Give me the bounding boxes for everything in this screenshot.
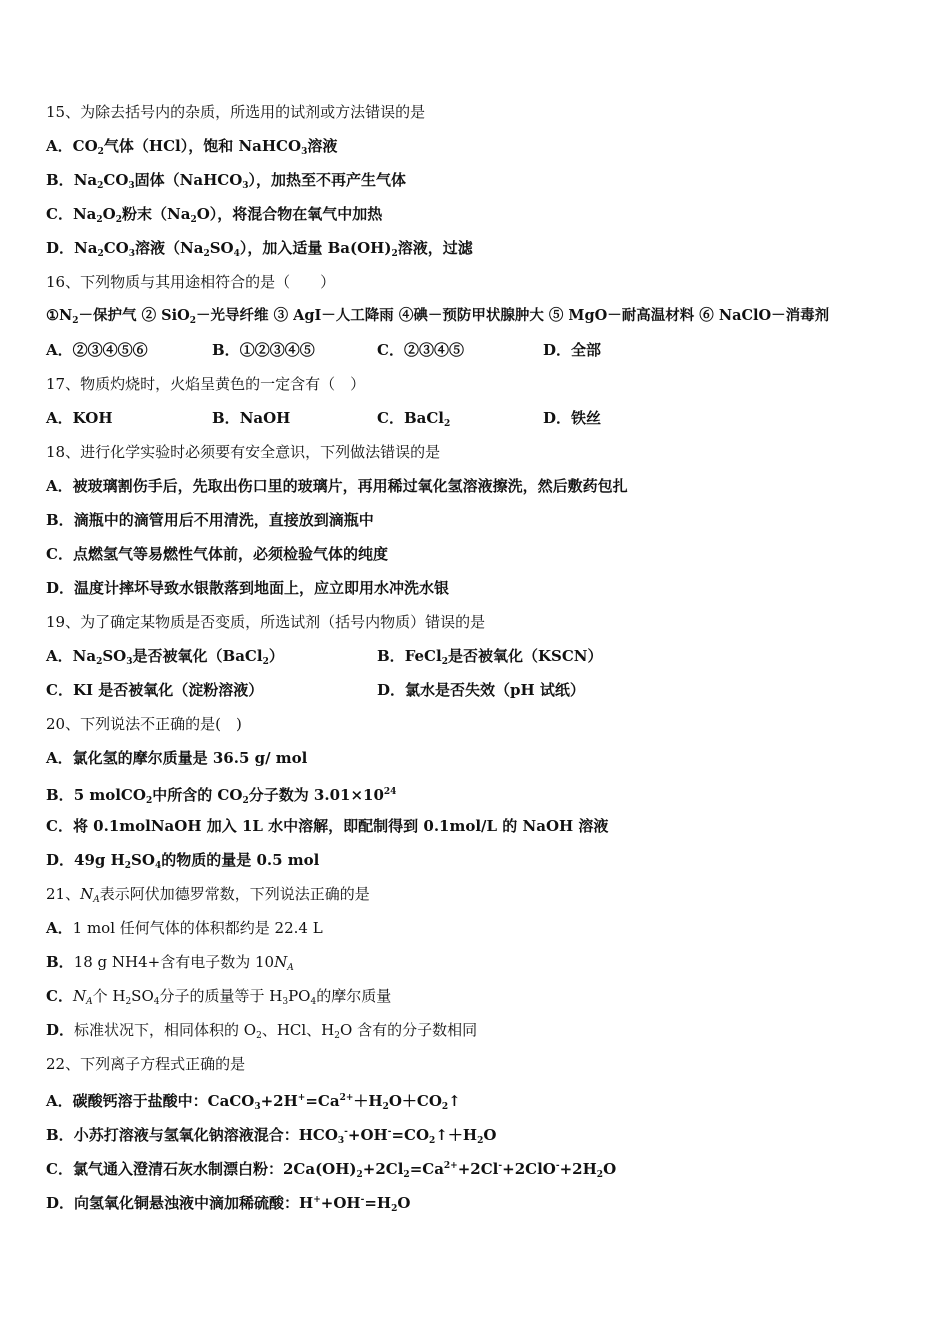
- q18-stem: 18、进行化学实验时必须要有安全意识，下列做法错误的是: [46, 443, 441, 461]
- q22-option-a[interactable]: A．碳酸钙溶于盐酸中：$CaCO_3+2H^+=Ca^{2+}+H_2O+CO_2↑$: [46, 1092, 461, 1112]
- q19-stem: 19、为了确定某物质是否变质，所选试剂（括号内物质）错误的是: [46, 613, 486, 631]
- q21-option-d[interactable]: D．标准状况下，相同体积的 $O_2$、HCl、$H_2O$ 含有的分子数相同: [46, 1021, 478, 1041]
- q21-option-b[interactable]: B．18 g NH4+含有电子数为 $10N_A$: [46, 953, 294, 973]
- q19-option-b[interactable]: B．FeCl$_2$是否被氧化（KSCN）: [377, 647, 603, 667]
- q16-items: $①N_2-$保护气 ② SiO$_2$－光导纤维 ③ AgI－人工降雨 ④碘－预防甲状腺肿大 ⑤ MgO－耐高温材料 ⑥ NaClO－消毒剂: [46, 307, 830, 326]
- q21-option-c[interactable]: C．$N_A$个 $H_2SO_4$分子的质量等于 $H_3PO_4$的摩尔质量: [46, 987, 392, 1007]
- q17-option-a[interactable]: A．KOH: [46, 409, 113, 427]
- q20-option-d[interactable]: D．49g $H_2SO_4$的物质的量是 0.5 mol: [46, 851, 320, 871]
- q19-option-c[interactable]: C．KI 是否被氧化（淀粉溶液）: [46, 681, 264, 699]
- q15-option-d[interactable]: D．$Na_2CO_3$溶液$(Na_2SO_4)$，加入适量 $Ba(OH)_2$溶液，过滤: [46, 239, 473, 259]
- q16-option-b[interactable]: B．①②③④⑤: [212, 341, 315, 359]
- q22-option-d[interactable]: D．向氢氧化铜悬浊液中滴加稀硫酸：$H^++OH^-=H_2O$: [46, 1194, 411, 1214]
- q19-option-d[interactable]: D．氯水是否失效（pH 试纸）: [377, 681, 585, 699]
- q16-option-a[interactable]: A．②③④⑤⑥: [46, 341, 148, 359]
- q22-stem: 22、下列离子方程式正确的是: [46, 1055, 246, 1073]
- q18-option-a[interactable]: A．被玻璃割伤手后，先取出伤口里的玻璃片，再用稀过氧化氢溶液擦洗，然后敷药包扎: [46, 477, 628, 495]
- q22-option-c[interactable]: C．氯气通入澄清石灰水制漂白粉：$2Ca(OH)_2+2Cl_2=Ca^{2+}+2Cl^-+2ClO^-+2H_2O$: [46, 1160, 617, 1180]
- q16-option-c[interactable]: C．②③④⑤: [377, 341, 464, 359]
- q16-stem: 16、下列物质与其用途相符合的是（ ）: [46, 273, 336, 291]
- q22-option-b[interactable]: B．小苏打溶液与氢氧化钠溶液混合：$HCO_3^-+OH^-=CO_2↑+H_2O$: [46, 1126, 497, 1146]
- q18-option-d[interactable]: D．温度计摔坏导致水银散落到地面上，应立即用水冲洗水银: [46, 579, 450, 597]
- q17-option-b[interactable]: B．NaOH: [212, 409, 291, 427]
- q20-stem: 20、下列说法不正确的是( ): [46, 715, 242, 733]
- q15-option-c[interactable]: C．$Na_2O_2$粉末$(Na_2O)$，将混合物在氧气中加热: [46, 205, 383, 225]
- q15-option-a[interactable]: A．$CO_2$气体（HCl），饱和 NaHCO$_3$溶液: [46, 137, 338, 157]
- q18-option-b[interactable]: B．滴瓶中的滴管用后不用清洗，直接放到滴瓶中: [46, 511, 374, 529]
- q20-option-a[interactable]: A．氯化氢的摩尔质量是 36.5 g/ mol: [46, 749, 308, 767]
- q20-option-c[interactable]: C．将 0.1molNaOH 加入 1L 水中溶解，即配制得到 0.1mol/L 的 NaOH 溶液: [46, 817, 609, 835]
- q15-option-b[interactable]: B．$Na_2CO_3$固体（NaHCO$_3$），加热至不再产生气体: [46, 171, 407, 191]
- q17-option-d[interactable]: D．铁丝: [543, 409, 602, 427]
- q21-stem: 21、$N_A$表示阿伏加德罗常数，下列说法正确的是: [46, 885, 370, 905]
- q16-option-d[interactable]: D．全部: [543, 341, 602, 359]
- q15-stem: 15、为除去括号内的杂质，所选用的试剂或方法错误的是: [46, 103, 426, 121]
- q18-option-c[interactable]: C．点燃氢气等易燃性气体前，必须检验气体的纯度: [46, 545, 388, 563]
- q19-option-a[interactable]: A．$Na_2SO_3$是否被氧化（BaCl$_2$）: [46, 647, 284, 667]
- q20-option-b[interactable]: B．5 molCO$_2$中所含的 $CO_2$分子数为 $3.01\times 10^{24}$: [46, 786, 397, 806]
- q17-option-c[interactable]: C．BaCl$_2$: [377, 409, 451, 429]
- q21-option-a[interactable]: A．1 mol 任何气体的体积都约是 22.4 L: [46, 919, 323, 937]
- q17-stem: 17、物质灼烧时，火焰呈黄色的一定含有（ ）: [46, 375, 366, 393]
